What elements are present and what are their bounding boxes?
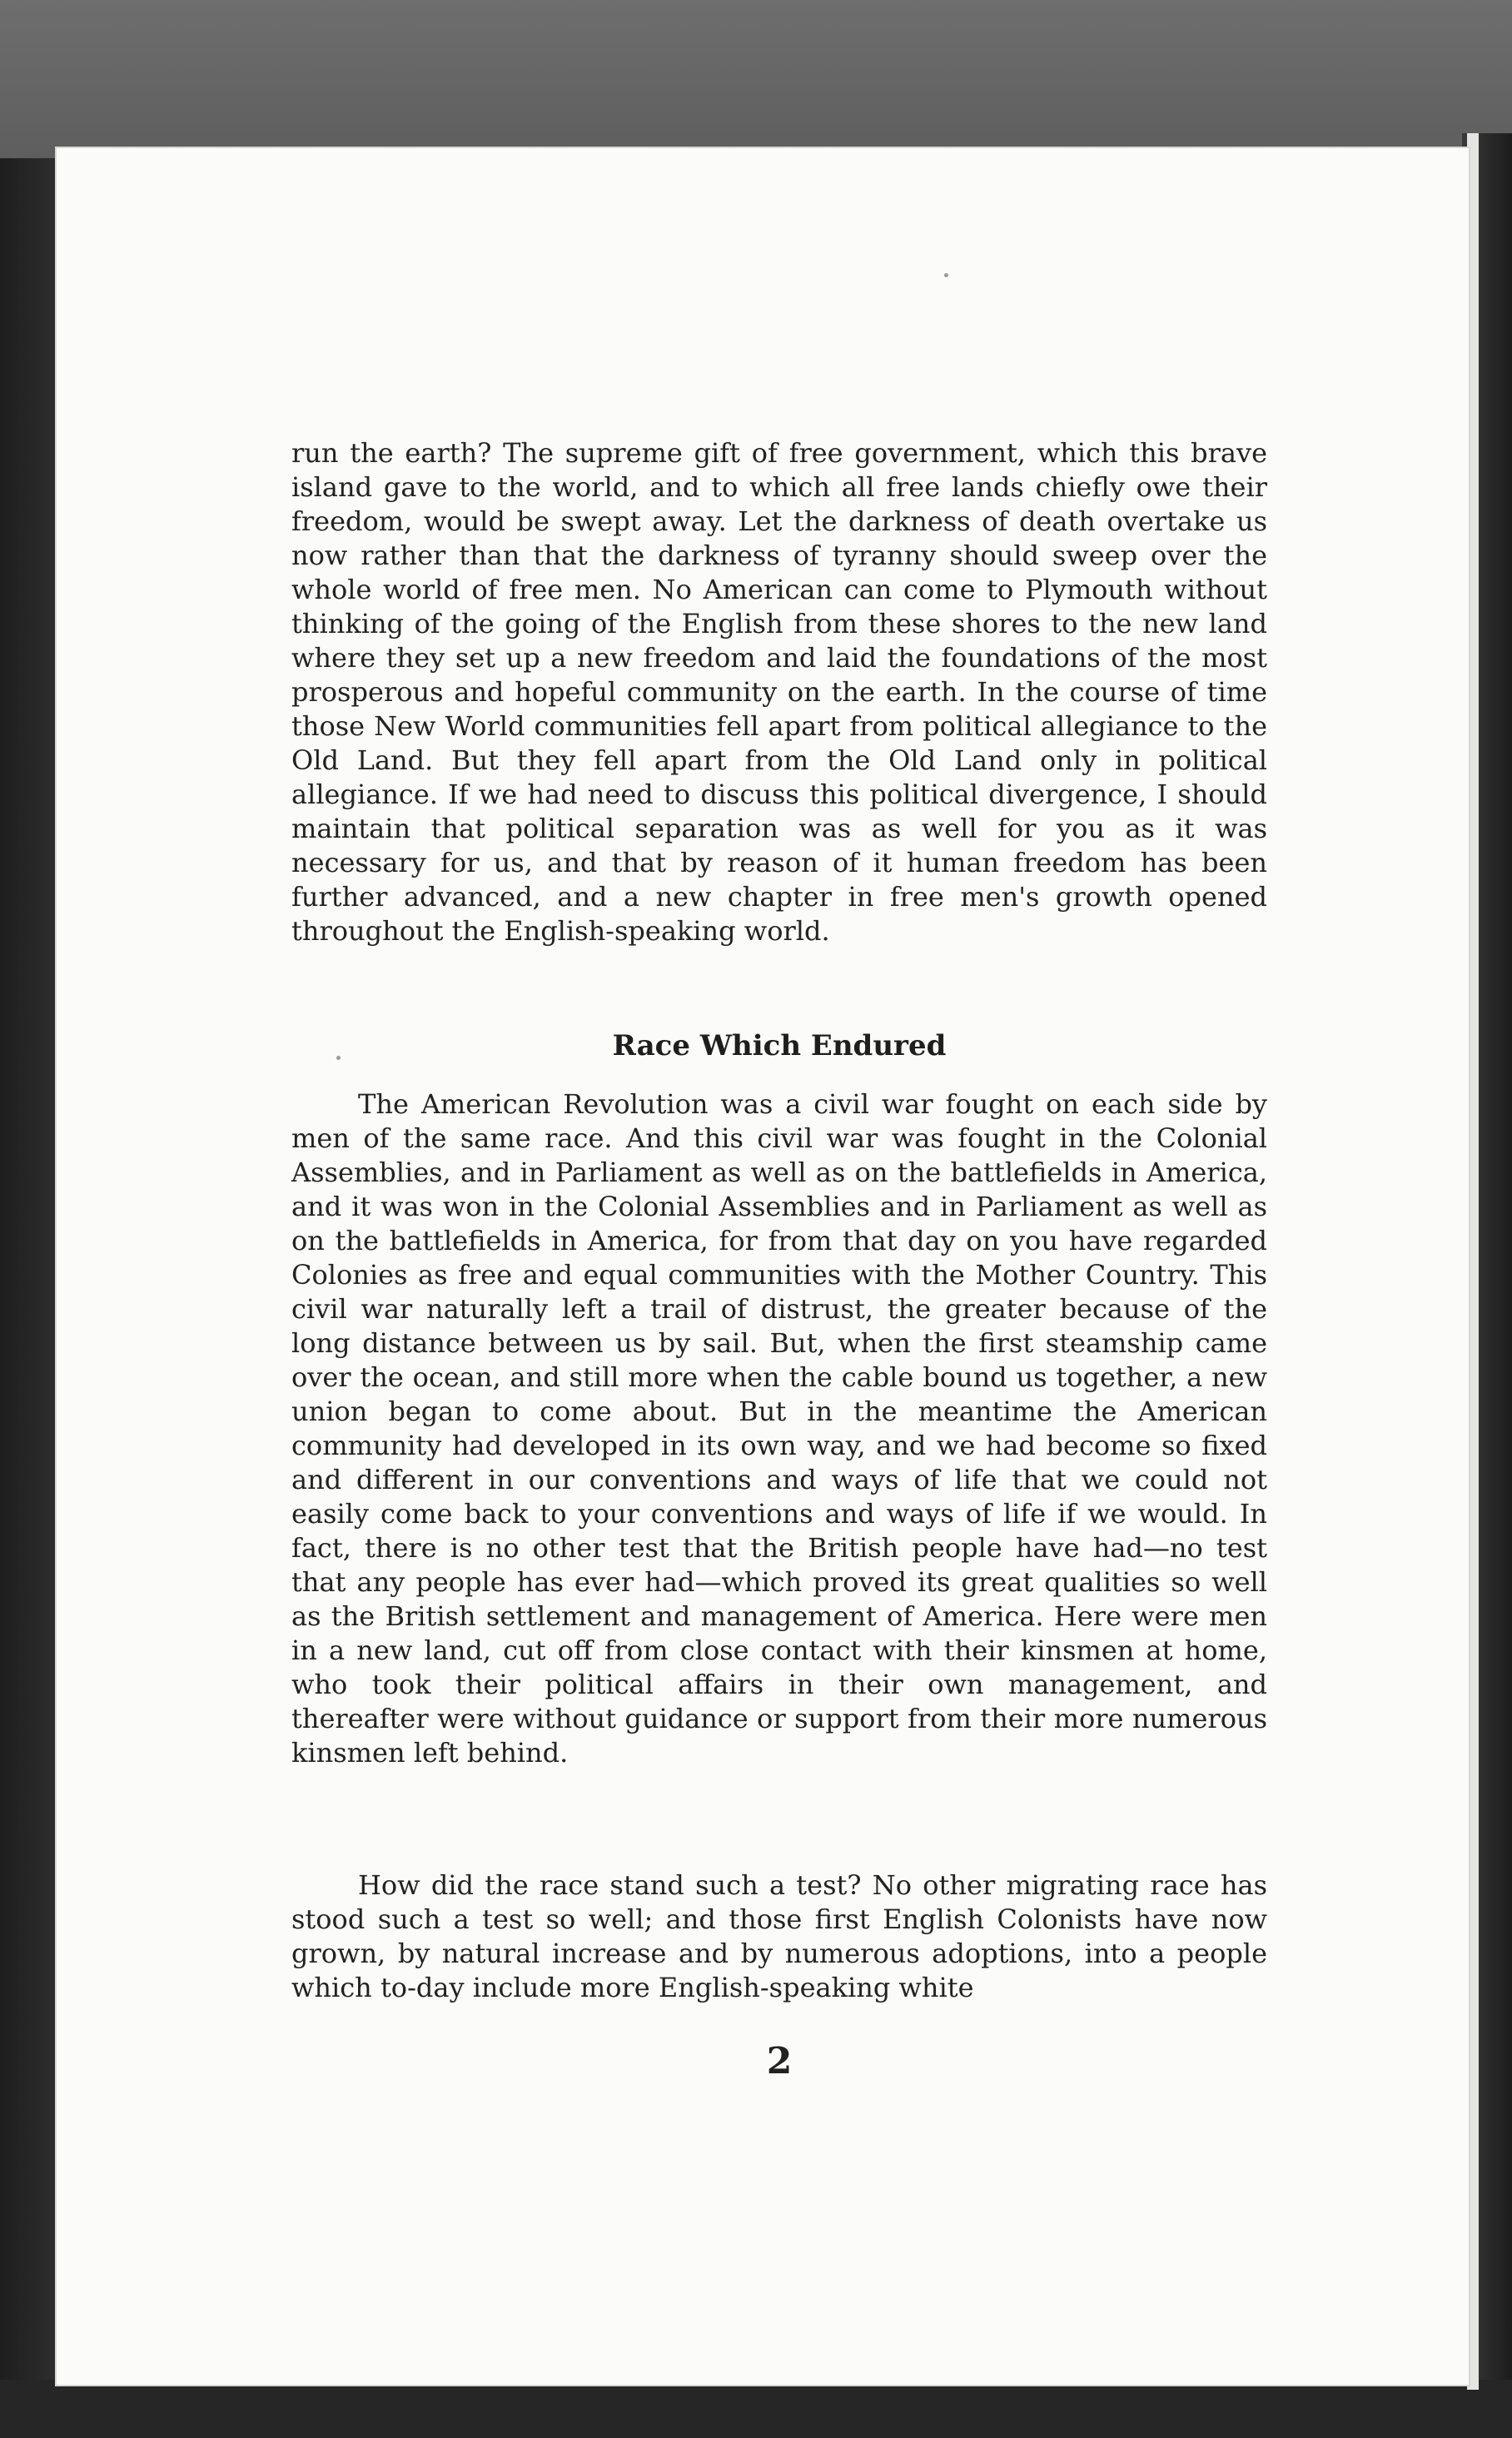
body-paragraph-1: run the earth? The supreme gift of free government, which this brave island gave to the world, and to which all free lands chiefly owe their freedom, would be swept away. Let the darkness of death overtake us now rather than that the darkness of tyranny should sweep over the whole world of free men. No American can come to Plymouth without thinking of the going of the English from these shores to the new land where they set up a new freedom and laid the foundations of the most prosperous and hopeful community on the earth. In the course of time those New World communities fell apart from political allegiance to the Old Land. But they fell apart from the Old Land only in political allegiance. If we had need to discuss this political divergence, I should maintain that political separation was as well for you as it was necessary for us, and that by reason of it human freedom has been further advanced, and a new chapter in free men's growth opened throughout the English-speaking world. bbox=[291, 437, 1267, 947]
body-paragraph-2: The American Revolution was a civil war fought on each side by men of the same race. And this civil war was fought in the Colonial Assemblies, and in Parliament as well as on the battlefields in America, and it was won in the Colonial Assemblies and in Parliament as well as on the battlefields in America, for from that day on you have regarded Colonies as free and equal communities with the Mother Country. This civil war naturally left a trail of distrust, the greater because of the long distance between us by sail. But, when the first steamship came over the ocean, and still more when the cable bound us together, a new union began to come about. But in the meantime the American community had developed in its own way, and we had become so fixed and different in our conventions and ways of life that we could not easily come back to your conventions and ways of life if we would. In fact, there is no other test that the British people have had—no test that any people has ever had—which proved its great qualities so well as the British settlement and management of America. Here were men in a new land, cut off from close contact with their kinsmen at home, who took their political affairs in their own management, and thereafter were without guidance or support from their more numerous kinsmen left behind. bbox=[291, 1088, 1267, 1769]
dust-speck bbox=[944, 273, 948, 277]
section-heading: Race Which Endured bbox=[612, 1029, 947, 1062]
scanner-backdrop-bottom bbox=[0, 2380, 1512, 2438]
page-number: 2 bbox=[766, 2040, 793, 2082]
body-paragraph-3: How did the race stand such a test? No other migrating race has stood such a test so well; and those first English Colonists have now grown, by natural increase and by numerous adoptions, into a people which to-day include more English-speaking white bbox=[291, 1869, 1267, 2003]
scanner-backdrop-top bbox=[0, 0, 1512, 158]
scanner-backdrop-left bbox=[0, 158, 58, 2438]
